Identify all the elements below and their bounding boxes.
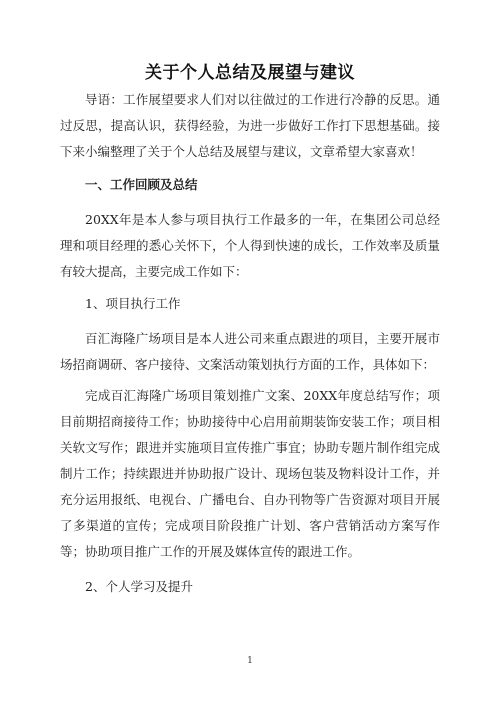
section-heading-work-review: 一、工作回顾及总结 xyxy=(85,177,198,192)
section-paragraph-work-review: 20XX年是本人参与项目执行工作最多的一年，在集团公司总经理和项目经理的悉心关怀下，个人得到快速的成长，工作效率及质量有较大提高，主要完成工作如下： xyxy=(60,212,440,279)
document-title: 关于个人总结及展望与建议 xyxy=(145,63,355,83)
intro-paragraph: 导语：工作展望要求人们对以往做过的工作进行冷静的反思。通过反思，提高认识，获得经验，为进一步做好工作打下思想基础。接下来小编整理了关于个人总结及展望与建议，文章希望大家喜欢！ xyxy=(60,92,440,159)
subsection-heading-personal-learning: 2、个人学习及提升 xyxy=(85,579,193,594)
page-number: 1 xyxy=(247,656,253,666)
subsection-paragraph-project-execution: 百汇海隆广场项目是本人进公司来重点跟进的项目，主要开展市场招商调研、客户接待、文案活动策划执行方面的工作，具体如下： xyxy=(60,331,440,372)
subsection-heading-project-execution: 1、项目执行工作 xyxy=(85,296,181,311)
work-details-paragraph: 完成百汇海隆广场项目策划推广文案、20XX年度总结写作；项目前期招商接待工作；协助接待中心启用前期装饰安装工作；项目相关软文写作；跟进并实施项目宣传推广事宜；协助专题片制作组完成制片工作；持续跟进并协助报广设计、现场包装及物料设计工作，并充分运用报纸、电视台、广播电台、自办刊物等广告资源对项目开展了多渠道的宣传；完成项目阶段推广计划、客户营销活动方案写作等；协助项目推广工作的开展及媒体宣传的跟进工作。 xyxy=(60,388,440,559)
